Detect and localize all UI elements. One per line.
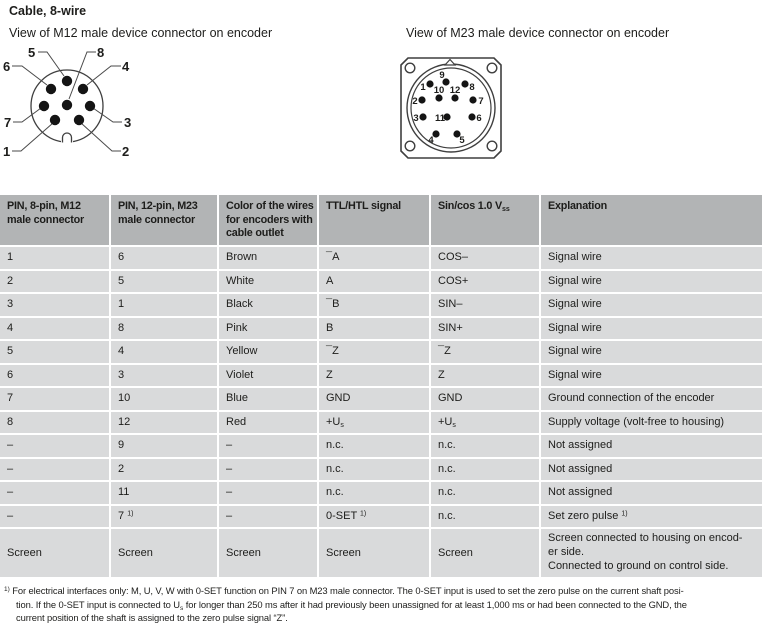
table-cell: Screen [430, 528, 540, 578]
table-cell: 2 [110, 458, 218, 482]
table-cell: 0-SET $^{1)}$ [318, 505, 430, 529]
column-header: Explanation [540, 195, 762, 246]
m12-pin-7-dot [39, 101, 49, 111]
table-row [0, 246, 762, 270]
table-cell: ¯A [318, 246, 430, 270]
pinout-table-body [0, 246, 762, 578]
table-cell: n.c. [318, 434, 430, 458]
table-cell: 1 [110, 293, 218, 317]
table-cell: ¯Z [318, 340, 430, 364]
m23-pin-6-dot [468, 113, 475, 120]
m12-leader-5 [38, 52, 64, 76]
m23-flange-outline [401, 58, 501, 158]
table-cell: Brown [218, 246, 318, 270]
m23-mounting-hole [487, 63, 497, 73]
table-cell: – [218, 481, 318, 505]
table-cell: 12 [110, 411, 218, 435]
table-row [0, 387, 762, 411]
table-cell: 11 [110, 481, 218, 505]
m12-pin-6-dot [46, 84, 56, 94]
column-header: PIN, 8-pin, M12 male connector [0, 195, 110, 246]
table-cell: Not assigned [540, 481, 762, 505]
table-cell: Screen connected to housing on encod- er side. Connected to ground on control side. [540, 528, 762, 578]
m12-pin-label: 1 [3, 144, 11, 159]
m12-pin-label: 2 [122, 144, 130, 159]
page-title: Cable, 8-wire [9, 4, 87, 18]
table-cell: 10 [110, 387, 218, 411]
table-cell: Not assigned [540, 434, 762, 458]
table-row [0, 411, 762, 435]
footnote-line: tion. If the 0-SET input is connected to $U_s$ for longer than 250 ms after it had previously been unassigned for at least 1,000 ms or had been connected to the GND, the [16, 598, 687, 612]
table-row [0, 340, 762, 364]
m12-pin-2-dot [74, 115, 84, 125]
table-cell: n.c. [430, 505, 540, 529]
m23-pin-8-dot [461, 80, 468, 87]
table-cell: B [318, 317, 430, 341]
table-cell: $+U_s$ [430, 411, 540, 435]
table-cell: SIN– [430, 293, 540, 317]
table-cell: n.c. [318, 458, 430, 482]
table-cell: ¯Z [430, 340, 540, 364]
table-cell: 4 [110, 340, 218, 364]
table-cell: Violet [218, 364, 318, 388]
table-cell: 6 [110, 246, 218, 270]
table-row [0, 505, 762, 529]
m12-pin-1-dot [50, 115, 60, 125]
table-cell: n.c. [318, 481, 430, 505]
m23-mounting-hole [405, 63, 415, 73]
table-cell: – [0, 434, 110, 458]
table-cell: Not assigned [540, 458, 762, 482]
m23-pin-label: 3 [413, 113, 419, 124]
m12-pin-3-dot [85, 101, 95, 111]
m23-pin-label: 7 [478, 96, 484, 107]
m23-mounting-hole [487, 141, 497, 151]
table-cell: GND [318, 387, 430, 411]
table-cell: $+U_s$ [318, 411, 430, 435]
m12-leader-4 [87, 66, 121, 85]
table-cell: 3 [110, 364, 218, 388]
table-cell: Screen [110, 528, 218, 578]
footnote [0, 584, 762, 625]
table-cell: Signal wire [540, 246, 762, 270]
table-cell: Screen [318, 528, 430, 578]
table-cell: Supply voltage (volt-free to housing) [540, 411, 762, 435]
m23-pin-3-dot [419, 113, 426, 120]
table-cell: ¯B [318, 293, 430, 317]
table-cell: SIN+ [430, 317, 540, 341]
m12-pin-5-dot [62, 76, 72, 86]
m23-pin-2-dot [418, 96, 425, 103]
table-cell: White [218, 270, 318, 294]
table-cell: n.c. [430, 458, 540, 482]
m12-caption: View of M12 male device connector on encoder [9, 26, 273, 40]
table-cell: 2 [0, 270, 110, 294]
m23-pin-label: 5 [459, 135, 465, 146]
table-cell: n.c. [430, 481, 540, 505]
table-cell: Signal wire [540, 364, 762, 388]
m12-pin-4-dot [78, 84, 88, 94]
table-cell: 4 [0, 317, 110, 341]
m23-pin-label: 9 [439, 70, 445, 81]
m12-pin-label: 7 [4, 115, 12, 130]
m23-mounting-hole [405, 141, 415, 151]
m12-leader-7 [13, 108, 41, 122]
m23-pin-label: 8 [469, 82, 475, 93]
table-cell: 5 [110, 270, 218, 294]
table-row [0, 270, 762, 294]
m12-leader-2 [81, 123, 121, 151]
table-cell: Screen [0, 528, 110, 578]
table-row [0, 481, 762, 505]
m23-body-circle-inner [411, 68, 491, 148]
m23-pin-label: 2 [412, 96, 418, 107]
m12-leader-1 [12, 123, 53, 151]
table-cell: 3 [0, 293, 110, 317]
m23-pin-label: 12 [449, 85, 461, 96]
table-cell: – [0, 505, 110, 529]
table-cell: Signal wire [540, 340, 762, 364]
column-header: Sin/cos 1.0 $V_{ss}$ [430, 195, 540, 246]
m12-pin-8-dot [62, 100, 72, 110]
column-header: TTL/HTL signal [318, 195, 430, 246]
table-cell: – [0, 458, 110, 482]
table-cell: Black [218, 293, 318, 317]
m23-pin-label: 4 [428, 135, 434, 146]
table-cell: 5 [0, 340, 110, 364]
pinout-table [0, 195, 762, 579]
table-cell: 6 [0, 364, 110, 388]
m23-connector-diagram [398, 56, 504, 160]
table-cell: 9 [110, 434, 218, 458]
m12-pin-label: 3 [124, 115, 132, 130]
table-row [0, 434, 762, 458]
table-cell: COS– [430, 246, 540, 270]
table-cell: – [218, 458, 318, 482]
pinout-table-header-row [0, 195, 762, 246]
m23-pin-label: 10 [433, 85, 445, 96]
table-cell: Pink [218, 317, 318, 341]
table-cell: COS+ [430, 270, 540, 294]
column-header: PIN, 12-pin, M23 male connector [110, 195, 218, 246]
table-cell: Screen [218, 528, 318, 578]
table-row [0, 364, 762, 388]
column-header: Color of the wires for encoders with cable outlet [218, 195, 318, 246]
m23-pin-label: 11 [434, 113, 446, 124]
table-cell: 7 $^{1)}$ [110, 505, 218, 529]
m12-pin-label: 8 [97, 45, 105, 60]
table-cell: A [318, 270, 430, 294]
table-cell: Signal wire [540, 293, 762, 317]
table-cell: – [0, 481, 110, 505]
table-cell: Red [218, 411, 318, 435]
table-cell: – [218, 434, 318, 458]
table-row [0, 317, 762, 341]
m23-pin-label: 1 [420, 82, 426, 93]
table-cell: Blue [218, 387, 318, 411]
table-cell: 8 [110, 317, 218, 341]
table-cell: Signal wire [540, 317, 762, 341]
table-cell: Signal wire [540, 270, 762, 294]
m12-pin-label: 4 [122, 59, 130, 74]
table-cell: 8 [0, 411, 110, 435]
table-cell: Yellow [218, 340, 318, 364]
m23-pin-7-dot [469, 96, 476, 103]
m23-caption: View of M23 male device connector on encoder [406, 26, 670, 40]
table-cell: Z [430, 364, 540, 388]
m12-leader-3 [93, 108, 122, 122]
table-row [0, 528, 762, 578]
table-cell: Set zero pulse $^{1)}$ [540, 505, 762, 529]
table-cell: Z [318, 364, 430, 388]
header-section [0, 0, 762, 195]
footnote-line: $^{1)}$ For electrical interfaces only: M, U, V, W with 0-SET function on PIN 7 on M23 male connector. The 0-SET input is used to set the zero pulse on the current shaft posi- [4, 585, 684, 596]
table-cell: 7 [0, 387, 110, 411]
m23-pin-1-dot [426, 80, 433, 87]
m12-pin-label: 5 [28, 45, 36, 60]
table-cell: 1 [0, 246, 110, 270]
m23-pin-label: 6 [476, 113, 482, 124]
m12-pin-label: 6 [3, 59, 11, 74]
m12-leader-6 [12, 66, 47, 85]
table-row [0, 458, 762, 482]
table-cell: GND [430, 387, 540, 411]
m12-connector-diagram [0, 42, 140, 164]
table-cell: Ground connection of the encoder [540, 387, 762, 411]
m23-body-circle-outer [407, 64, 495, 152]
table-row [0, 293, 762, 317]
table-cell: n.c. [430, 434, 540, 458]
table-cell: – [218, 505, 318, 529]
m23-keyway-notch [445, 60, 455, 66]
footnote-line: current position of the shaft is assigned to the zero pulse signal “Z”. [16, 612, 288, 624]
